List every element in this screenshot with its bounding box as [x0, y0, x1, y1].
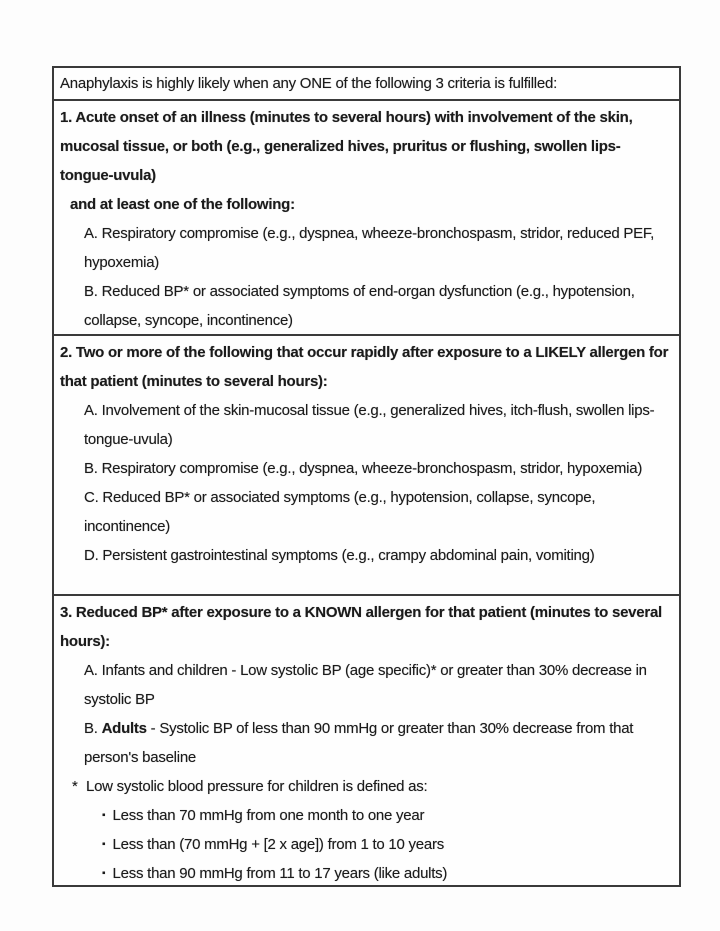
footnote-bullet-3-text: Less than 90 mmHg from 11 to 17 years (like adults)	[112, 865, 448, 882]
criterion-2-item-d: D. Persistent gastrointestinal symptoms (e.g., crampy abdominal pain, vomiting)	[84, 547, 595, 564]
anaphylaxis-criteria-table	[52, 66, 681, 887]
criterion-2-item-b: B. Respiratory compromise (e.g., dyspnea, wheeze-bronchospasm, stridor, hypoxemia)	[84, 460, 643, 477]
footnote-bullet-3	[102, 859, 671, 885]
asterisk-marker: *	[72, 778, 78, 795]
footnote-bullet-2	[102, 830, 671, 859]
criterion-3-title: 3. Reduced BP* after exposure to a KNOWN allergen for that patient (minutes to several hours):	[60, 604, 662, 650]
criterion-2-row	[54, 336, 679, 596]
footnote-bullet-1-text: Less than 70 mmHg from one month to one year	[112, 807, 425, 824]
criterion-2-item-a: A. Involvement of the skin-mucosal tissue (e.g., generalized hives, itch-flush, swollen lips-tongue-uvula)	[84, 402, 655, 448]
criterion-1-subtitle: and at least one of the following:	[70, 196, 295, 213]
footnote-low-systolic-bp	[72, 772, 671, 801]
footnote-text: Low systolic blood pressure for children is defined as:	[86, 778, 428, 795]
criterion-3-item-b-bold: Adults	[101, 720, 147, 737]
table-header-text: Anaphylaxis is highly likely when any ONE of the following 3 criteria is fulfilled:	[60, 75, 557, 92]
criterion-1-row	[54, 101, 679, 336]
square-bullet-icon: ▪	[102, 839, 106, 850]
criterion-3-item-a: A. Infants and children - Low systolic BP (age specific)* or greater than 30% decrease in systolic BP	[84, 662, 647, 708]
criterion-3-item-b	[84, 714, 671, 772]
square-bullet-icon: ▪	[102, 810, 106, 821]
criterion-3-item-b-rest: - Systolic BP of less than 90 mmHg or greater than 30% decrease from that person's baseline	[84, 720, 634, 766]
square-bullet-icon: ▪	[102, 868, 106, 879]
criterion-3-row	[54, 596, 679, 885]
criterion-2-title: 2. Two or more of the following that occur rapidly after exposure to a LIKELY allergen for that patient (minutes to several hours):	[60, 344, 669, 390]
criterion-1-title: 1. Acute onset of an illness (minutes to several hours) with involvement of the skin, mucosal tissue, or both (e.g., generalized hives, pruritus or flushing, swollen lips-tongue-uvula)	[60, 109, 633, 184]
footnote-bullet-1	[102, 801, 671, 830]
table-header-row	[54, 68, 679, 101]
criterion-3-item-b-prefix: B.	[84, 720, 102, 737]
criterion-1-item-b: B. Reduced BP* or associated symptoms of end-organ dysfunction (e.g., hypotension, collapse, syncope, incontinence)	[84, 283, 635, 329]
criterion-2-item-c: C. Reduced BP* or associated symptoms (e.g., hypotension, collapse, syncope, incontinence)	[84, 489, 596, 535]
criterion-1-item-a: A. Respiratory compromise (e.g., dyspnea, wheeze-bronchospasm, stridor, reduced PEF, hypoxemia)	[84, 225, 655, 271]
footnote-bullet-2-text: Less than (70 mmHg + [2 x age]) from 1 to 10 years	[112, 836, 444, 853]
